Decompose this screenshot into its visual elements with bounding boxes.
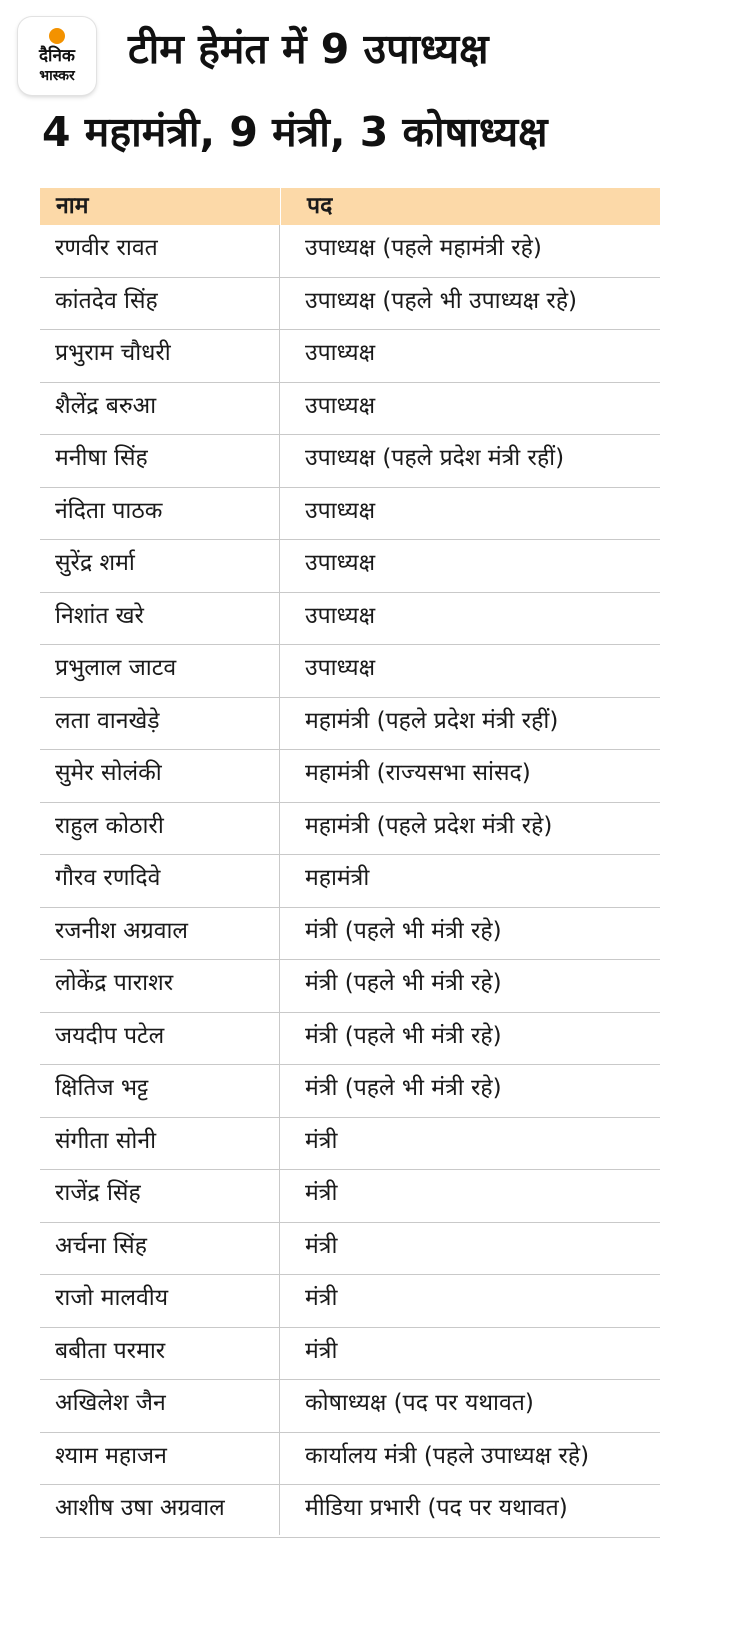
table-row	[40, 803, 660, 856]
table-body	[40, 225, 660, 1538]
table-row	[40, 750, 660, 803]
cell-name: रणवीर रावत	[55, 235, 158, 261]
logo-line-1: दैनिक	[39, 46, 75, 66]
table-row	[40, 488, 660, 541]
table-row	[40, 855, 660, 908]
table-row	[40, 1013, 660, 1066]
table-row	[40, 960, 660, 1013]
cell-post: उपाध्यक्ष	[305, 655, 376, 681]
table-row	[40, 1275, 660, 1328]
cell-name: श्याम महाजन	[55, 1442, 167, 1469]
page-title-line-2: 4 महामंत्री, 9 मंत्री, 3 कोषाध्यक्ष	[42, 108, 548, 156]
cell-name: कांतदेव सिंह	[55, 287, 158, 314]
cell-post: महामंत्री	[305, 865, 370, 891]
cell-name: रजनीश अग्रवाल	[55, 917, 189, 944]
cell-post: मंत्री	[305, 1232, 338, 1259]
table-row	[40, 330, 660, 383]
cell-post: मंत्री	[305, 1337, 338, 1364]
table-row	[40, 908, 660, 961]
cell-post: उपाध्यक्ष	[305, 340, 376, 366]
table-row	[40, 225, 660, 278]
cell-post: उपाध्यक्ष	[305, 392, 376, 419]
cell-post: उपाध्यक्ष (पहले महामंत्री रहे)	[305, 235, 542, 261]
cell-name: सुमेर सोलंकी	[55, 760, 162, 786]
cell-name: राहुल कोठारी	[55, 812, 164, 839]
table-row	[40, 540, 660, 593]
cell-name: मनीषा सिंह	[55, 445, 148, 471]
header-divider	[280, 188, 281, 225]
cell-post: मंत्री	[305, 1180, 338, 1206]
cell-name: नंदिता पाठक	[55, 497, 163, 524]
cell-name: जयदीप पटेल	[55, 1022, 165, 1049]
table-row	[40, 435, 660, 488]
cell-name: संगीता सोनी	[55, 1127, 157, 1154]
cell-post: मंत्री	[305, 1127, 338, 1154]
cell-post: उपाध्यक्ष	[305, 602, 376, 629]
table-row	[40, 1065, 660, 1118]
cell-name: प्रभुराम चौधरी	[55, 340, 171, 366]
cell-name: निशांत खरे	[55, 602, 144, 629]
column-header-post: पद	[307, 193, 333, 219]
cell-name: सुरेंद्र शर्मा	[55, 550, 135, 576]
cell-post: उपाध्यक्ष (पहले भी उपाध्यक्ष रहे)	[305, 287, 578, 314]
cell-post: मंत्री (पहले भी मंत्री रहे)	[305, 970, 502, 996]
header	[0, 0, 730, 182]
table-row	[40, 1433, 660, 1486]
cell-name: आशीष उषा अग्रवाल	[55, 1495, 225, 1521]
table-header	[40, 188, 660, 225]
table-row	[40, 645, 660, 698]
table-row	[40, 1380, 660, 1433]
cell-post: महामंत्री (पहले प्रदेश मंत्री रहीं)	[305, 707, 559, 734]
cell-name: गौरव रणदिवे	[55, 865, 161, 891]
cell-post: महामंत्री (पहले प्रदेश मंत्री रहे)	[305, 812, 553, 839]
cell-post: उपाध्यक्ष (पहले प्रदेश मंत्री रहीं)	[305, 445, 565, 471]
cell-post: मंत्री (पहले भी मंत्री रहे)	[305, 1075, 502, 1101]
table-row	[40, 1328, 660, 1381]
table-row	[40, 1223, 660, 1276]
column-header-name: नाम	[56, 193, 89, 219]
cell-name: क्षितिज भट्ट	[55, 1075, 149, 1101]
cell-post: कार्यालय मंत्री (पहले उपाध्यक्ष रहे)	[305, 1442, 590, 1469]
sun-icon	[49, 28, 65, 44]
cell-name: लोकेंद्र पाराशर	[55, 970, 174, 996]
cell-name: प्रभुलाल जाटव	[55, 655, 177, 681]
cell-post: महामंत्री (राज्यसभा सांसद)	[305, 760, 531, 786]
cell-name: अखिलेश जैन	[55, 1390, 166, 1416]
table-row	[40, 383, 660, 436]
cell-post: मंत्री (पहले भी मंत्री रहे)	[305, 917, 502, 944]
cell-name: राजो मालवीय	[55, 1285, 169, 1311]
table-row	[40, 1170, 660, 1223]
dainik-bhaskar-logo	[18, 17, 96, 95]
cell-name: राजेंद्र सिंह	[55, 1180, 141, 1206]
page-title-line-1: टीम हेमंत में 9 उपाध्यक्ष	[128, 25, 489, 73]
cell-post: मंत्री	[305, 1285, 338, 1311]
cell-name: शैलेंद्र बरुआ	[55, 392, 157, 419]
office-bearers-table	[40, 188, 660, 1538]
cell-post: मंत्री (पहले भी मंत्री रहे)	[305, 1022, 502, 1049]
cell-post: कोषाध्यक्ष (पद पर यथावत)	[305, 1390, 534, 1416]
cell-name: लता वानखेड़े	[55, 707, 160, 734]
table-row	[40, 1118, 660, 1171]
table-row	[40, 593, 660, 646]
cell-name: बबीता परमार	[55, 1337, 166, 1364]
table-row	[40, 278, 660, 331]
table-row	[40, 1485, 660, 1538]
cell-post: उपाध्यक्ष	[305, 497, 376, 524]
cell-name: अर्चना सिंह	[55, 1232, 147, 1259]
logo-line-2: भास्कर	[39, 68, 75, 84]
cell-post: उपाध्यक्ष	[305, 550, 376, 576]
table-row	[40, 698, 660, 751]
cell-post: मीडिया प्रभारी (पद पर यथावत)	[305, 1495, 568, 1521]
